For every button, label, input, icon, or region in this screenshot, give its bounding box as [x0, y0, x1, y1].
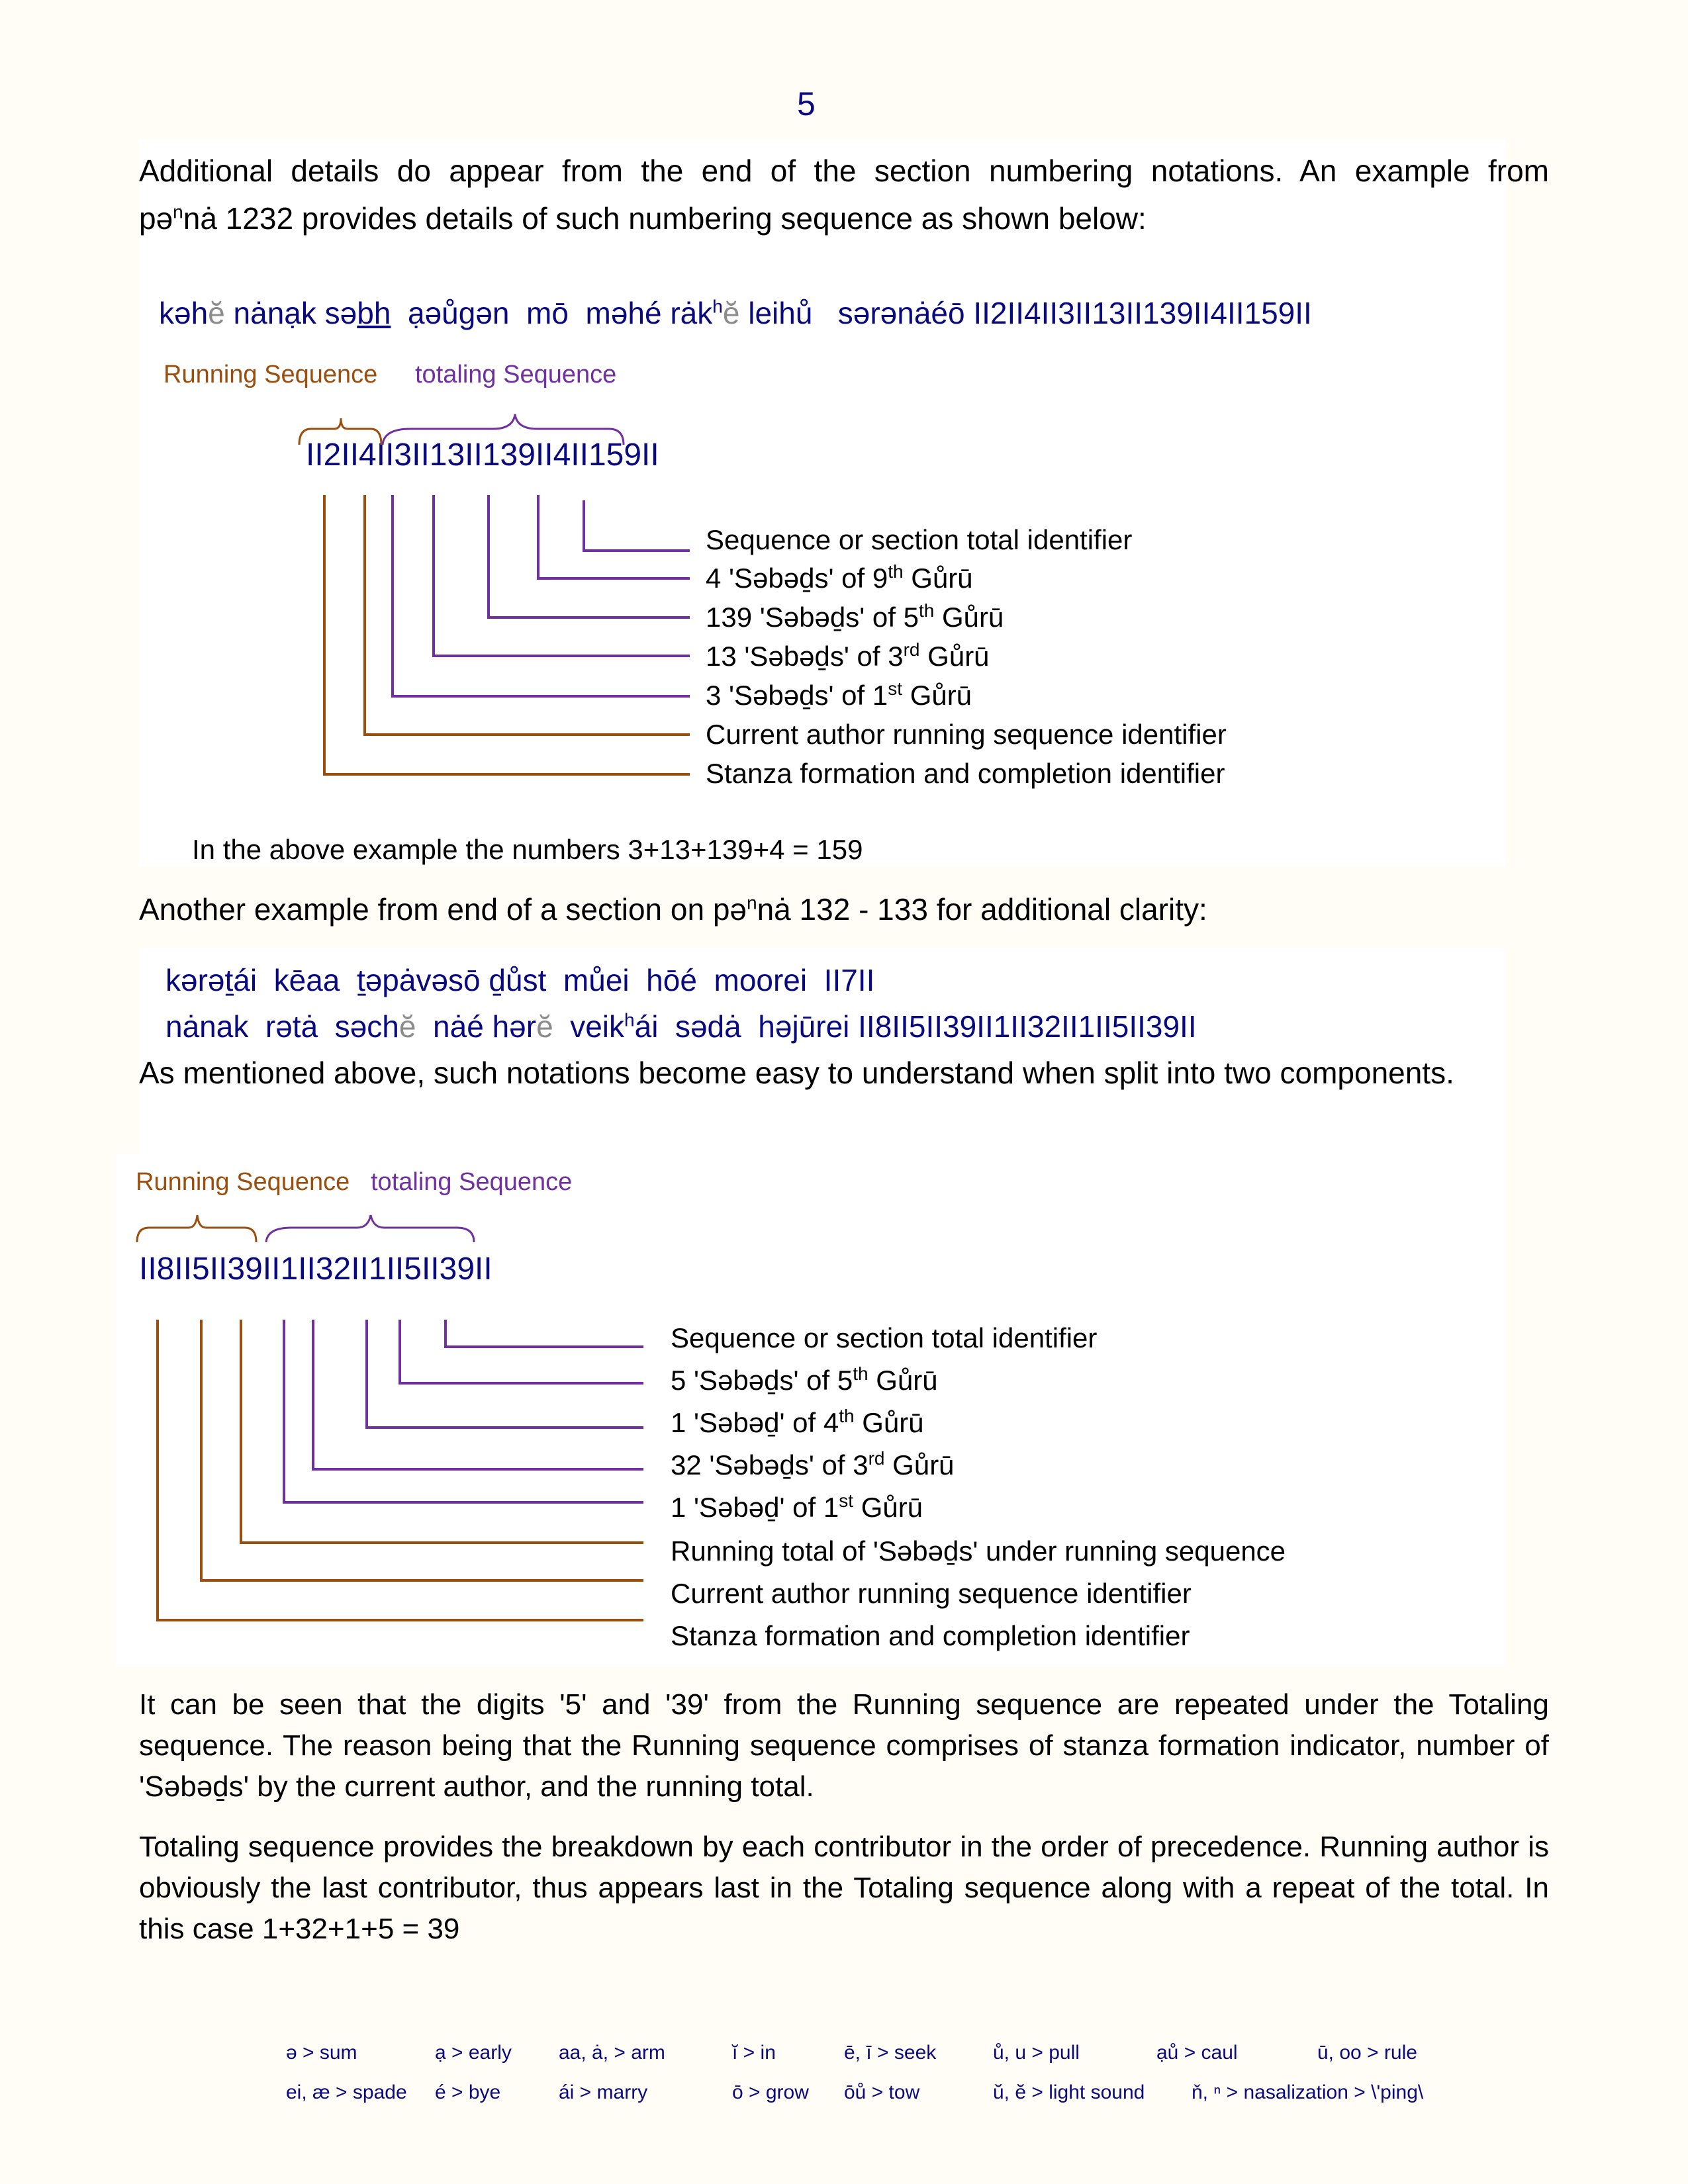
legend-item: ạů > caul [1156, 2042, 1238, 2064]
legend-item: ň, ⁿ > nasalization > \'ping\ [1192, 2081, 1424, 2103]
ordinal-sup: th [918, 600, 935, 621]
legend-item: ōů > tow [844, 2081, 920, 2103]
verse-light-vowel: ĕ [536, 1009, 553, 1044]
desc-text: 1 'Səbəḏ' of 1 [671, 1492, 839, 1523]
example2-intro-sup: n [747, 892, 757, 913]
example1-desc-6: Stanza formation and completion identifier [706, 758, 1225, 789]
legend-item: aa, ȧ, > arm [559, 2042, 665, 2064]
desc-text: 139 'Səbəḏs' of 5 [706, 602, 919, 633]
desc-text: 3 'Səbəḏs' of 1 [706, 680, 888, 711]
ordinal-sup: rd [903, 639, 920, 660]
desc-text: Gůrū [854, 1407, 924, 1438]
intro-line-1: Additional details do appear from the end of the section numbering notations. An example from [139, 154, 1549, 188]
desc-text: 13 'Səbəḏs' of 3 [706, 641, 904, 672]
legend-item: ə > sum [286, 2042, 357, 2064]
example2-desc-7: Stanza formation and completion identifier [671, 1620, 1190, 1651]
verse-part: nȧnak rətȧ səch [165, 1009, 399, 1044]
example2-verse-line-1: kərəṯái kēaa ṯəpȧvəsō ḏůst můei hōé moorei II7II [165, 963, 875, 997]
example1-desc-5: Current author running sequence identifier [706, 719, 1227, 750]
example1-sequence: II2II4II3II13II139II4II159II [306, 437, 659, 473]
intro-line-2-pre: pə [139, 201, 173, 236]
example2-running-label: Running Sequence [136, 1168, 350, 1196]
legend-item: ŭ, ĕ > light sound [993, 2081, 1145, 2103]
verse-part: nȧnạk sə [224, 296, 357, 330]
desc-text: 5 'Səbəḏs' of 5 [671, 1365, 853, 1396]
verse-part: ái sədȧ həjūrei II8II5II39II1II32II1II5II39II [634, 1009, 1197, 1044]
conclusion-paragraph-1: It can be seen that the digits '5' and '39' from the Running sequence are repeated under the Totaling sequence. The reason being that the Running sequence comprises of stanza formation indicator, number of 'Səbəḏs' by the current author, and the running total. [139, 1688, 1549, 1803]
desc-text: 32 'Səbəḏs' of 3 [671, 1449, 868, 1480]
example1-desc-4 [706, 680, 972, 711]
example2-desc-6: Current author running sequence identifier [671, 1578, 1192, 1609]
desc-text: 1 'Səbəḏ' of 4 [671, 1407, 839, 1438]
verse-underlined: bh [357, 296, 391, 330]
intro-line-2-sup: n [173, 201, 183, 222]
example1-desc-1 [706, 563, 973, 594]
example2-desc-4 [671, 1492, 923, 1524]
example2-verse-line-2 [165, 1009, 1197, 1044]
legend-item: ū, oo > rule [1317, 2042, 1417, 2064]
desc-text: 4 'Səbəḏs' of 9 [706, 563, 888, 594]
legend-item: ei, æ > spade [286, 2081, 407, 2103]
example2-totaling-label: totaling Sequence [371, 1168, 573, 1196]
example1-verse [159, 295, 1312, 331]
desc-text: Gůrū [902, 680, 972, 711]
desc-text: Gůrū [934, 602, 1004, 633]
ordinal-sup: st [839, 1490, 854, 1511]
verse-aspiration-sup: h [712, 296, 723, 317]
example2-desc-1 [671, 1365, 938, 1396]
ordinal-sup: th [888, 561, 904, 582]
example1-desc-0: Sequence or section total identifier [706, 524, 1133, 555]
legend-item: ạ > early [435, 2042, 512, 2064]
example2-desc-0: Sequence or section total identifier [671, 1322, 1098, 1353]
ordinal-sup: th [853, 1363, 868, 1384]
legend-item: é > bye [435, 2081, 501, 2103]
legend-item: ů, u > pull [993, 2042, 1080, 2064]
example1-sum-note: In the above example the numbers 3+13+139+4 = 159 [192, 834, 863, 865]
example2-intro-post: nȧ 132 - 133 for additional clarity: [757, 892, 1207, 927]
verse-part: veik [553, 1009, 625, 1044]
legend-item: ō > grow [732, 2081, 809, 2103]
ordinal-sup: th [839, 1406, 855, 1426]
legend-item: ái > marry [559, 2081, 648, 2103]
example2-intro [139, 886, 1207, 933]
verse-aspiration-sup: h [624, 1009, 635, 1030]
split-note: As mentioned above, such notations become easy to understand when split into two components. [139, 1056, 1454, 1090]
example2-desc-5: Running total of 'Səbəḏs' under running sequence [671, 1535, 1286, 1567]
conclusion-paragraph-2: Totaling sequence provides the breakdown by each contributor in the order of precedence. Running author is obviously the last contributor, thus appears last in the Totaling sequence along with a repeat of the total. In this case 1+32+1+5 = 39 [139, 1831, 1549, 1945]
desc-text: Gůrū [884, 1449, 955, 1480]
ordinal-sup: rd [868, 1448, 885, 1469]
intro-line-2-post: nȧ 1232 provides details of such numbering sequence as shown below: [183, 201, 1147, 236]
example2-desc-3 [671, 1449, 955, 1481]
desc-text: Gůrū [853, 1492, 923, 1523]
desc-text: Gůrū [868, 1365, 938, 1396]
verse-light-vowel: ĕ [722, 296, 740, 330]
intro-paragraph [139, 147, 1549, 242]
example2-intro-pre: Another example from end of a section on pə [139, 892, 747, 927]
example1-desc-2 [706, 602, 1004, 633]
example2-desc-2 [671, 1407, 924, 1439]
ordinal-sup: st [888, 678, 903, 699]
example1-totaling-label: totaling Sequence [415, 361, 617, 388]
example1-desc-3 [706, 641, 990, 672]
verse-light-vowel: ĕ [208, 296, 225, 330]
page-number: 5 [797, 85, 816, 122]
example1-running-label: Running Sequence [164, 361, 378, 388]
legend-item: ē, ī > seek [844, 2042, 937, 2064]
verse-part: leihů sərənȧéō II2II4II3II13II139II4II159II [739, 296, 1312, 330]
verse-light-vowel: ĕ [399, 1009, 416, 1044]
legend-item: ĭ > in [732, 2042, 776, 2064]
verse-part: nȧé hər [416, 1009, 537, 1044]
desc-text: Gůrū [919, 641, 990, 672]
desc-text: Gůrū [903, 563, 973, 594]
verse-part: ạəůgən mō məhé rȧk [391, 296, 713, 330]
intro-line-2 [139, 195, 1549, 242]
verse-part: kəh [159, 296, 209, 330]
example2-sequence: II8II5II39II1II32II1II5II39II [139, 1251, 492, 1287]
